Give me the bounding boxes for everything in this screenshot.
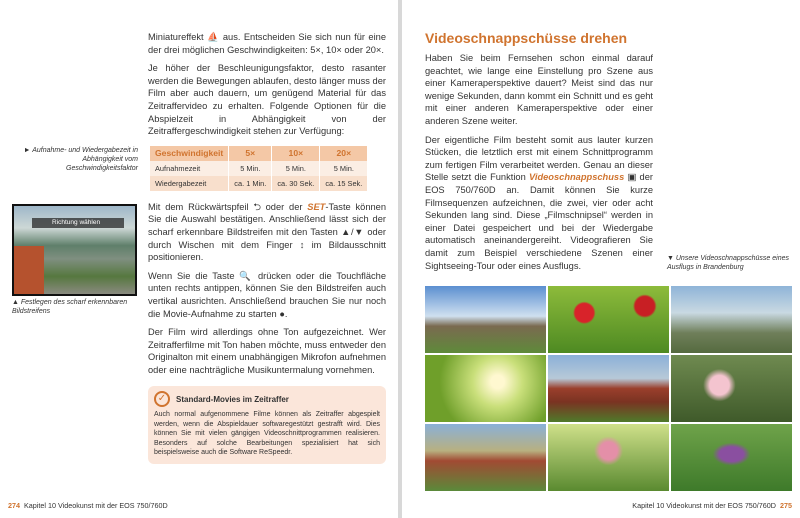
highlighted-term: Videoschnappschuss xyxy=(529,172,625,183)
photo-grid xyxy=(425,286,792,491)
table-cell: ca. 15 Sek. xyxy=(320,176,368,191)
right-footer xyxy=(425,491,792,510)
paragraph: Der Film wird allerdings ohne Ton aufgezeichnet. Wer Zeitrafferfilme mit Ton haben möchte, muss entweder den Originalton mit einem unabhängigen Mikrofon aufnehmen oder eine nachträgliche Musikuntermalung vornehmen. xyxy=(148,327,386,375)
photo-church xyxy=(548,355,669,422)
table-row xyxy=(150,161,368,176)
table-block xyxy=(23,146,386,191)
tip-header xyxy=(154,391,380,407)
table-header: Geschwindigkeit xyxy=(150,146,229,161)
tip-box xyxy=(148,386,386,463)
text: ▣ der EOS 750/760D an. Damit können Sie kurze Filmsequenzen aufzeichnen, die zwei, vier oder acht Sekunden lang sind. Diese „Filmschnipsel“ werden in einer Datei gespeichert und bei der Wiedergabe automatisch aneinandergereiht. Videografieren Sie damit zum Beispiel verschiedene Szenen einer Sightseeing-Tour oder eines Ausflugs. xyxy=(425,172,653,271)
page-number: 274 xyxy=(8,501,20,511)
table-header: 20× xyxy=(320,146,368,161)
paragraph: Wenn Sie die Taste 🔍 drücken oder die Touchfläche unten rechts antippen, können Sie den Bildstreifen auch vertikal ausrichten. Anschließend brauchen Sie nur noch die Movie-Aufnahme zu starten ●. xyxy=(148,270,386,319)
text: Der eigentliche Film besteht somit aus lauter kurzen Stücken, die letztlich erst mit einem Schnittprogramm zum fertigen Film verarbeitet werden. Genau an dieser Stelle setzt die Funktion xyxy=(425,134,653,183)
photo-leaves xyxy=(425,355,546,422)
table-cell: ca. 1 Min. xyxy=(229,176,272,191)
paragraph xyxy=(148,201,386,264)
left-intro-text xyxy=(148,31,386,144)
table-header: 10× xyxy=(272,146,320,161)
camera-screen-image xyxy=(12,204,137,296)
table-cell: Aufnahmezeit xyxy=(150,161,229,176)
photo-caption: ▼ Unsere Videoschnappschüsse eines Ausflugs in Brandenburg xyxy=(667,255,789,272)
paragraph: Haben Sie beim Fernsehen schon einmal darauf geachtet, wie lange eine Einstellung pro Szene aus einer Kameraperspektive dauert? Meist sind das nur wenige Sekunden, dann kommt ein Schnitt und es geht mit einer anderen Kameraperspektive oder einer anderen Szene weiter. xyxy=(425,53,653,126)
table-cell: Wiedergabezeit xyxy=(150,176,229,191)
photo-blossoms xyxy=(671,355,792,422)
roof-shape xyxy=(14,246,44,294)
text: Mit dem Rückwärtspfeil ⮌ oder der xyxy=(148,201,308,212)
running-footer: Kapitel 10 Videokunst mit der EOS 750/760D xyxy=(24,501,168,511)
table-row xyxy=(150,176,368,191)
text: -Taste können Sie die Auswahl bestätigen. Anschließend lässt sich der scharf erkennbare Bildstreifen mit den Tasten ▲/▼ oder durch Wischen mit dem Finger ↕ im Bildausschnitt positionieren. xyxy=(148,201,387,263)
section-heading: Videoschnappschüsse drehen xyxy=(425,30,628,46)
speed-table xyxy=(150,146,368,191)
photo-red-tulips xyxy=(548,286,669,353)
right-body-text xyxy=(425,52,653,278)
screen-overlay-label: Richtung wählen xyxy=(32,218,124,228)
running-footer: Kapitel 10 Videokunst mit der EOS 750/760D xyxy=(632,501,776,511)
table-caption: ► Aufnahme- und Wiedergabezeit in Abhängigkeit vom Geschwindigkeitsfaktor xyxy=(23,146,138,172)
table-header-row xyxy=(150,146,368,161)
set-key-label: SET xyxy=(307,201,326,212)
screen-caption: ▲ Festlegen des scharf erkennbaren Bildstreifens xyxy=(12,298,128,315)
photo-purple-tulip xyxy=(671,424,792,491)
tip-text: Auch normal aufgenommene Filme können als Zeitraffer abgespielt werden, wenn die Abspieldauer softwaregestützt gestrafft wird. Dies können Sie mit vielen gängigen Videoschnittprogrammen realisieren. Besonders auf solche Bearbeitungen spezialisiert hat sich beispielsweise auch die Software ReSpeedr. xyxy=(154,411,380,457)
paragraph: Je höher der Beschleunigungsfaktor, desto rasanter werden die Bewegungen ablaufen, desto länger muss der Film aber auch dauern, um genügend Material für das Zeitraffervideo zu erhalten. Folgende Optionen für die Abspielzeit in Abhängigkeit von der Zeitraffergeschwindigkeit stehen zur Verfügung: xyxy=(148,63,386,137)
page-number: 275 xyxy=(780,501,792,511)
photo-pine-trees xyxy=(671,286,792,353)
checkmark-icon: ✓ xyxy=(154,391,170,407)
left-footer xyxy=(8,491,386,510)
photo-block xyxy=(425,255,792,491)
left-body-text xyxy=(12,201,387,383)
table-cell: ca. 30 Sek. xyxy=(272,176,320,191)
photo-windmill xyxy=(425,286,546,353)
table-header: 5× xyxy=(229,146,272,161)
paragraph: Miniatureffekt ⛵ aus. Entscheiden Sie sich nun für eine der drei möglichen Geschwindigkeiten: 5×, 10× oder 20×. xyxy=(148,32,386,55)
table-cell: 5 Min. xyxy=(272,161,320,176)
table-cell: 5 Min. xyxy=(229,161,272,176)
left-page xyxy=(0,0,398,518)
table-cell: 5 Min. xyxy=(320,161,368,176)
photo-pink-buds xyxy=(548,424,669,491)
tip-title: Standard-Movies im Zeitraffer xyxy=(176,394,289,404)
paragraph xyxy=(425,134,653,273)
photo-village-house xyxy=(425,424,546,491)
right-page xyxy=(402,0,800,518)
